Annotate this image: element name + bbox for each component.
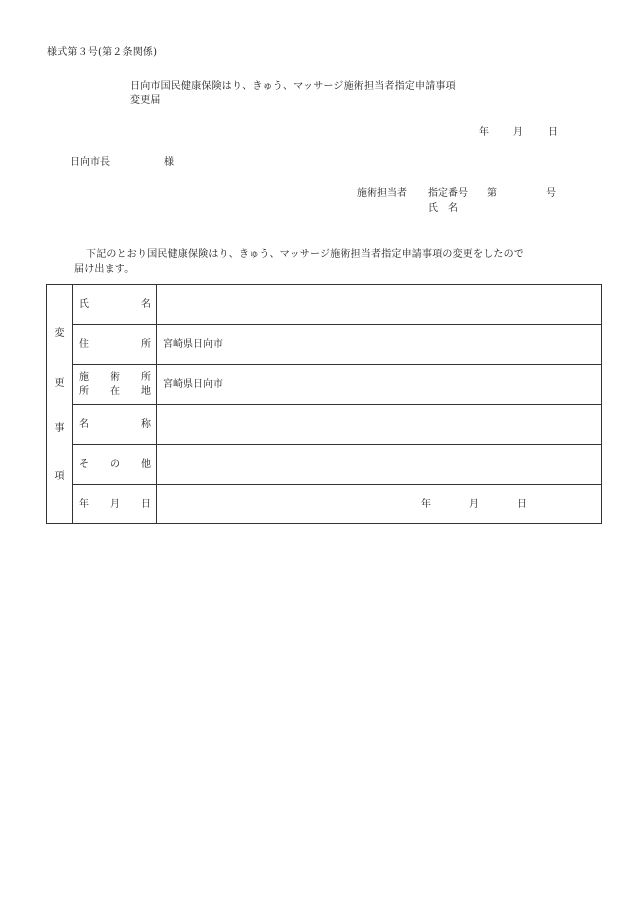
date-day-label: 日 — [548, 127, 558, 138]
label-char: 施 — [79, 372, 89, 383]
label-char: 所 — [141, 339, 151, 350]
label-char: 月 — [110, 499, 120, 510]
table-row-other — [73, 445, 601, 485]
body-text-line1: 下記のとおり国民健康保険はり、きゅう、マッサージ施術担当者指定申請事項の変更をしたので — [86, 249, 524, 260]
form-style-number: 様式第３号(第２条関係) — [47, 47, 158, 58]
form-title-line2: 変更届 — [130, 95, 161, 106]
label-char: 在 — [110, 386, 120, 397]
row-label — [73, 445, 157, 484]
change-date-month: 月 — [469, 499, 479, 510]
change-items-table — [46, 284, 602, 524]
table-row-date — [73, 485, 601, 523]
designation-number-label: 指定番号 — [428, 188, 468, 199]
practitioner-name-label: 氏 名 — [428, 203, 458, 214]
table-row-clinic-location — [73, 365, 601, 405]
label-char: 氏 — [79, 299, 89, 310]
row-label — [73, 365, 157, 404]
row-label — [73, 485, 157, 523]
label-char: 名 — [141, 299, 151, 310]
label-char: そ — [79, 459, 89, 470]
label-char: 住 — [79, 339, 89, 350]
label-char: 所 — [79, 386, 89, 397]
designation-number-suffix: 号 — [546, 188, 556, 199]
table-row-address — [73, 325, 601, 365]
label-char: 地 — [141, 386, 151, 397]
label-char: 他 — [141, 459, 151, 470]
row-label — [73, 325, 157, 364]
addressee: 日向市長 — [70, 157, 110, 168]
label-char: 年 — [79, 499, 89, 510]
change-date-day: 日 — [517, 499, 527, 510]
date-month-label: 月 — [513, 127, 523, 138]
vertical-header-char: 項 — [54, 471, 65, 482]
table-row-name — [73, 285, 601, 325]
addressee-honorific: 様 — [164, 157, 174, 168]
practitioner-label: 施術担当者 — [357, 188, 407, 199]
date-year-label: 年 — [479, 127, 489, 138]
row-label — [73, 285, 157, 324]
label-char: 称 — [141, 419, 151, 430]
label-char: 名 — [79, 419, 89, 430]
vertical-header-char: 事 — [54, 423, 65, 434]
label-char: 日 — [141, 499, 151, 510]
address-value: 宮崎県日向市 — [163, 339, 223, 350]
table-row-facility-name — [73, 405, 601, 445]
vertical-header-char: 変 — [54, 328, 65, 339]
label-char: 所 — [141, 372, 151, 383]
clinic-location-value: 宮崎県日向市 — [163, 379, 223, 390]
vertical-header-char: 更 — [54, 378, 65, 389]
body-text-line2: 届け出ます。 — [74, 264, 135, 275]
change-date-year: 年 — [421, 499, 431, 510]
label-char: 術 — [110, 372, 120, 383]
label-char: の — [110, 459, 120, 470]
row-label — [73, 405, 157, 444]
change-items-vertical-header — [47, 285, 73, 523]
designation-number-prefix: 第 — [487, 188, 497, 199]
form-title-line1: 日向市国民健康保険はり、きゅう、マッサージ施術担当者指定申請事項 — [130, 81, 456, 92]
